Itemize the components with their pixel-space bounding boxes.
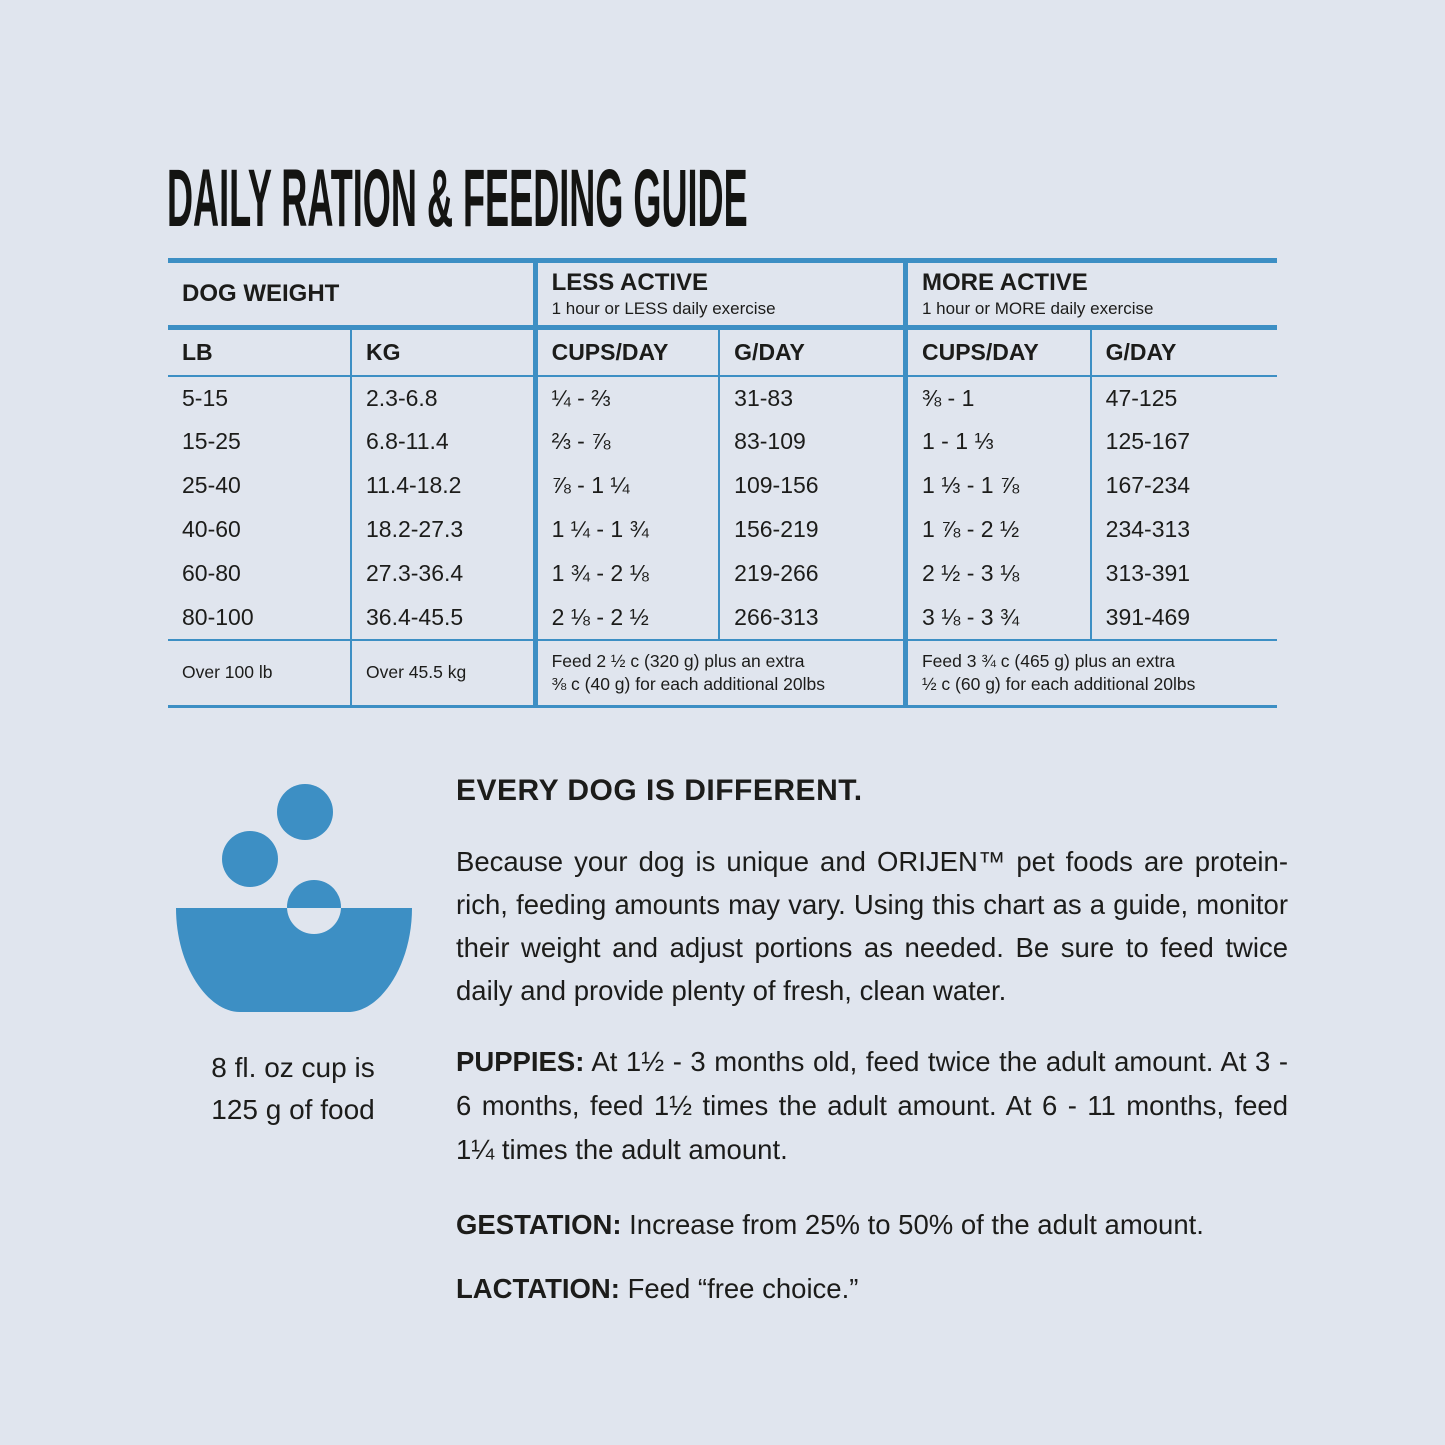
table-cell: ¼ - ⅔ xyxy=(535,376,719,420)
cup-caption-line: 125 g of food xyxy=(211,1094,375,1125)
food-bowl-icon xyxy=(170,778,418,1025)
column-header-cups-less: CUPS/DAY xyxy=(535,328,719,376)
table-cell: ⅞ - 1 ¼ xyxy=(535,464,719,508)
less-active-header: LESS ACTIVE xyxy=(551,269,709,296)
table-row xyxy=(168,508,1277,552)
more-active-header-cell xyxy=(905,261,1277,328)
page-title: DAILY RATION & FEEDING GUIDE xyxy=(167,153,748,244)
table-cell: 156-219 xyxy=(719,508,905,552)
table-cell: 11.4-18.2 xyxy=(351,464,535,508)
table-cell: ⅔ - ⅞ xyxy=(535,420,719,464)
table-footer-row xyxy=(168,640,1277,707)
table-cell: 31-83 xyxy=(719,376,905,420)
table-column-header-row xyxy=(168,328,1277,376)
info-text-column xyxy=(456,770,1288,1306)
table-cell: 60-80 xyxy=(182,560,241,586)
less-active-subtitle: 1 hour or LESS daily exercise xyxy=(551,299,776,318)
table-cell: 2 ½ - 3 ⅛ xyxy=(905,552,1090,596)
table-cell: Over 100 lb xyxy=(182,662,273,683)
table-cell: ⅜ - 1 xyxy=(905,376,1090,420)
table-cell: 266-313 xyxy=(719,596,905,640)
table-cell: 313-391 xyxy=(1091,552,1277,596)
note-line: Feed 3 ¾ c (465 g) plus an extra xyxy=(921,650,1175,671)
column-header-lb: LB xyxy=(168,328,351,376)
lactation-paragraph xyxy=(456,1272,1288,1306)
gestation-paragraph xyxy=(456,1208,1288,1242)
table-cell: 125-167 xyxy=(1091,420,1277,464)
table-cell: 391-469 xyxy=(1091,596,1277,640)
table-cell: 234-313 xyxy=(1091,508,1277,552)
table-row xyxy=(168,376,1277,420)
table-cell: 109-156 xyxy=(719,464,905,508)
table-cell: 2.3-6.8 xyxy=(351,376,535,420)
note-line: ½ c (60 g) for each additional 20lbs xyxy=(921,673,1196,694)
cup-measure-figure xyxy=(168,770,456,1306)
table-cell: 1 - 1 ⅓ xyxy=(905,420,1090,464)
table-row xyxy=(168,420,1277,464)
table-cell: 167-234 xyxy=(1091,464,1277,508)
table-cell: Over 45.5 kg xyxy=(351,640,535,707)
column-header-cups-more: CUPS/DAY xyxy=(905,328,1090,376)
column-header-g-more: G/DAY xyxy=(1091,328,1277,376)
more-active-extra-note xyxy=(905,640,1277,707)
column-header-g-less: G/DAY xyxy=(719,328,905,376)
table-cell: 25-40 xyxy=(182,472,241,498)
kibble-dot xyxy=(222,831,278,887)
dog-weight-header-cell xyxy=(168,261,535,328)
lactation-text: Feed “free choice.” xyxy=(619,1273,859,1304)
gestation-label: GESTATION: xyxy=(456,1209,622,1240)
table-cell: 1 ¾ - 2 ⅛ xyxy=(535,552,719,596)
lactation-label: LACTATION: xyxy=(456,1273,620,1304)
table-cell: 1 ⅞ - 2 ½ xyxy=(905,508,1090,552)
table-row xyxy=(168,596,1277,640)
table-cell: 83-109 xyxy=(719,420,905,464)
more-active-subtitle: 1 hour or MORE daily exercise xyxy=(921,299,1154,318)
less-active-header-cell xyxy=(535,261,905,328)
table-row xyxy=(168,464,1277,508)
info-section xyxy=(168,770,1288,1306)
table-cell: 18.2-27.3 xyxy=(351,508,535,552)
table-cell: 219-266 xyxy=(719,552,905,596)
table-group-header-row xyxy=(168,261,1277,328)
table-cell: 47-125 xyxy=(1091,376,1277,420)
puppies-paragraph xyxy=(456,1040,1288,1172)
info-paragraph: Because your dog is unique and ORIJEN™ pet foods are protein-rich, feeding amounts may vary. Using this chart as a guide, monitor their weight and adjust portions as needed. Be sure to feed twice daily and provide plenty of fresh, clean water. xyxy=(456,846,1288,1006)
note-line: ⅜ c (40 g) for each additional 20lbs xyxy=(551,673,825,694)
puppies-label: PUPPIES: xyxy=(456,1046,585,1077)
cup-caption-line: 8 fl. oz cup is xyxy=(211,1052,375,1083)
feeding-guide-table xyxy=(168,258,1277,708)
table-cell: 36.4-45.5 xyxy=(351,596,535,640)
puppies-text: At 1½ - 3 months old, feed twice the adult amount. At 3 - 6 months, feed 1½ times the adult amount. At 6 - 11 months, feed 1¼ times the adult amount. xyxy=(456,1046,1288,1165)
gestation-text: Increase from 25% to 50% of the adult amount. xyxy=(621,1209,1204,1240)
table-cell: 80-100 xyxy=(168,596,351,640)
cup-caption xyxy=(168,1047,418,1131)
table-cell: 5-15 xyxy=(182,384,229,411)
table-cell: 1 ¼ - 1 ¾ xyxy=(535,508,719,552)
less-active-extra-note xyxy=(535,640,905,707)
table-cell: 2 ⅛ - 2 ½ xyxy=(535,596,719,640)
table-cell: 3 ⅛ - 3 ¾ xyxy=(905,596,1090,640)
note-line: Feed 2 ½ c (320 g) plus an extra xyxy=(551,650,805,671)
table-cell: 15-25 xyxy=(182,428,241,454)
table-cell: 40-60 xyxy=(182,516,241,542)
info-heading: EVERY DOG IS DIFFERENT. xyxy=(456,774,863,807)
table-row xyxy=(168,552,1277,596)
bowl-shape xyxy=(176,880,412,1012)
dog-weight-header: DOG WEIGHT xyxy=(182,280,340,307)
table-cell: 27.3-36.4 xyxy=(351,552,535,596)
table-cell: 6.8-11.4 xyxy=(351,420,535,464)
kibble-dot xyxy=(277,784,333,840)
column-header-kg: KG xyxy=(351,328,535,376)
more-active-header: MORE ACTIVE xyxy=(921,269,1088,296)
table-cell: 1 ⅓ - 1 ⅞ xyxy=(905,464,1090,508)
